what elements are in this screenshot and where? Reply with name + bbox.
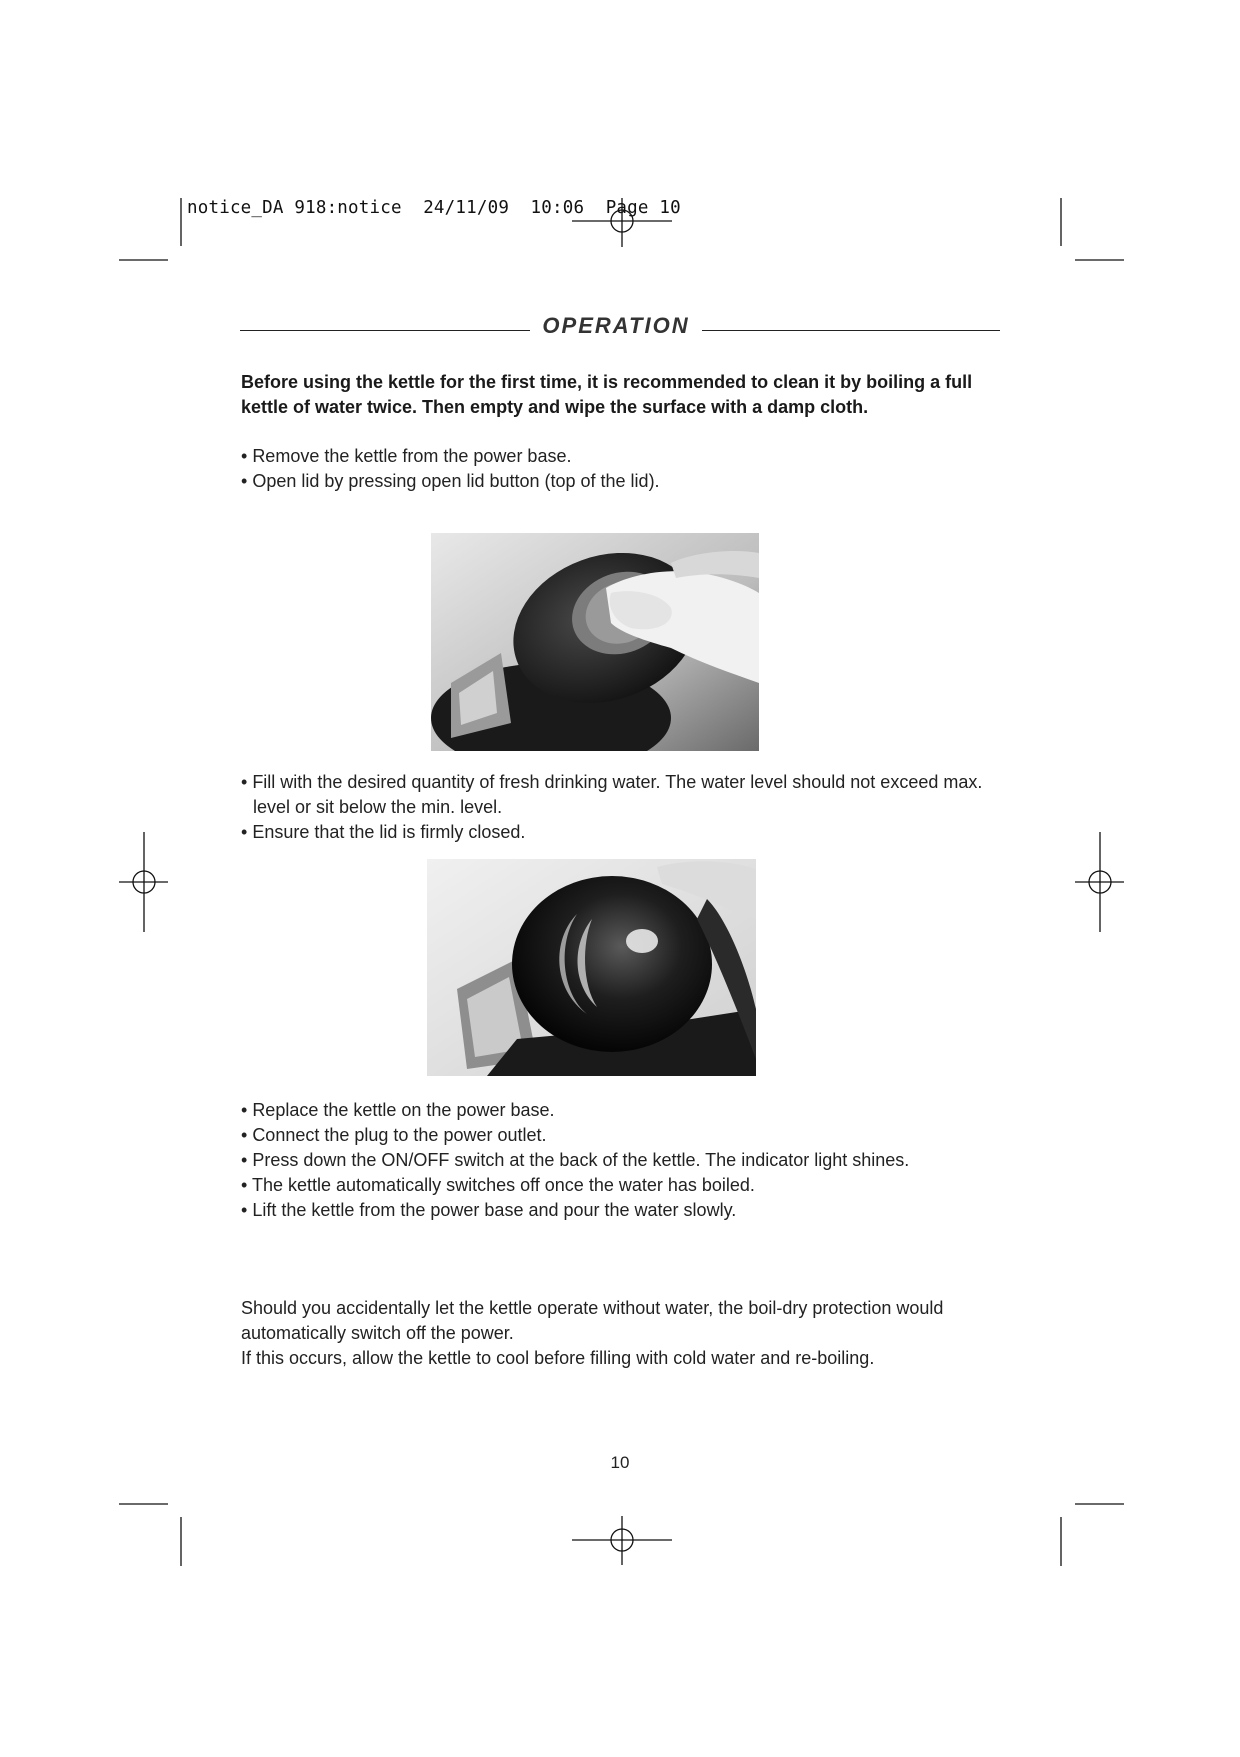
list-item: • Replace the kettle on the power base.	[241, 1098, 1011, 1123]
list-item: • Open lid by pressing open lid button (top of the lid).	[241, 469, 1011, 494]
list-item: • Remove the kettle from the power base.	[241, 444, 1011, 469]
heading-rule-left	[240, 330, 530, 331]
step-list-1	[241, 444, 1011, 494]
list-item: • Press down the ON/OFF switch at the back of the kettle. The indicator light shines.	[241, 1148, 1011, 1173]
boil-dry-note	[241, 1296, 1011, 1371]
step-list-3	[241, 1098, 1011, 1223]
note-line: Should you accidentally let the kettle operate without water, the boil-dry protection would automatically switch off the power.	[241, 1298, 944, 1343]
note-line: If this occurs, allow the kettle to cool before filling with cold water and re-boiling.	[241, 1348, 875, 1368]
list-item: • The kettle automatically switches off once the water has boiled.	[241, 1173, 1011, 1198]
list-item: • Fill with the desired quantity of fresh drinking water. The water level should not exceed max. level or sit below the min. level.	[241, 770, 1011, 820]
list-item: • Ensure that the lid is firmly closed.	[241, 820, 1011, 845]
page-number: 10	[610, 1453, 630, 1472]
list-item: • Connect the plug to the power outlet.	[241, 1123, 1011, 1148]
print-slug: notice_DA 918:notice 24/11/09 10:06 Page 10	[187, 198, 681, 218]
intro-paragraph: Before using the kettle for the first time, it is recommended to clean it by boiling a full kettle of water twice. Then empty and wipe the surface with a damp cloth.	[241, 372, 973, 417]
section-title: OPERATION	[542, 313, 690, 338]
photo-close-lid	[427, 859, 756, 1076]
heading-rule-right	[702, 330, 1000, 331]
section-heading	[240, 313, 1000, 347]
list-item: • Lift the kettle from the power base and pour the water slowly.	[241, 1198, 1011, 1223]
step-list-2	[241, 770, 1011, 845]
photo-open-lid	[431, 533, 759, 751]
